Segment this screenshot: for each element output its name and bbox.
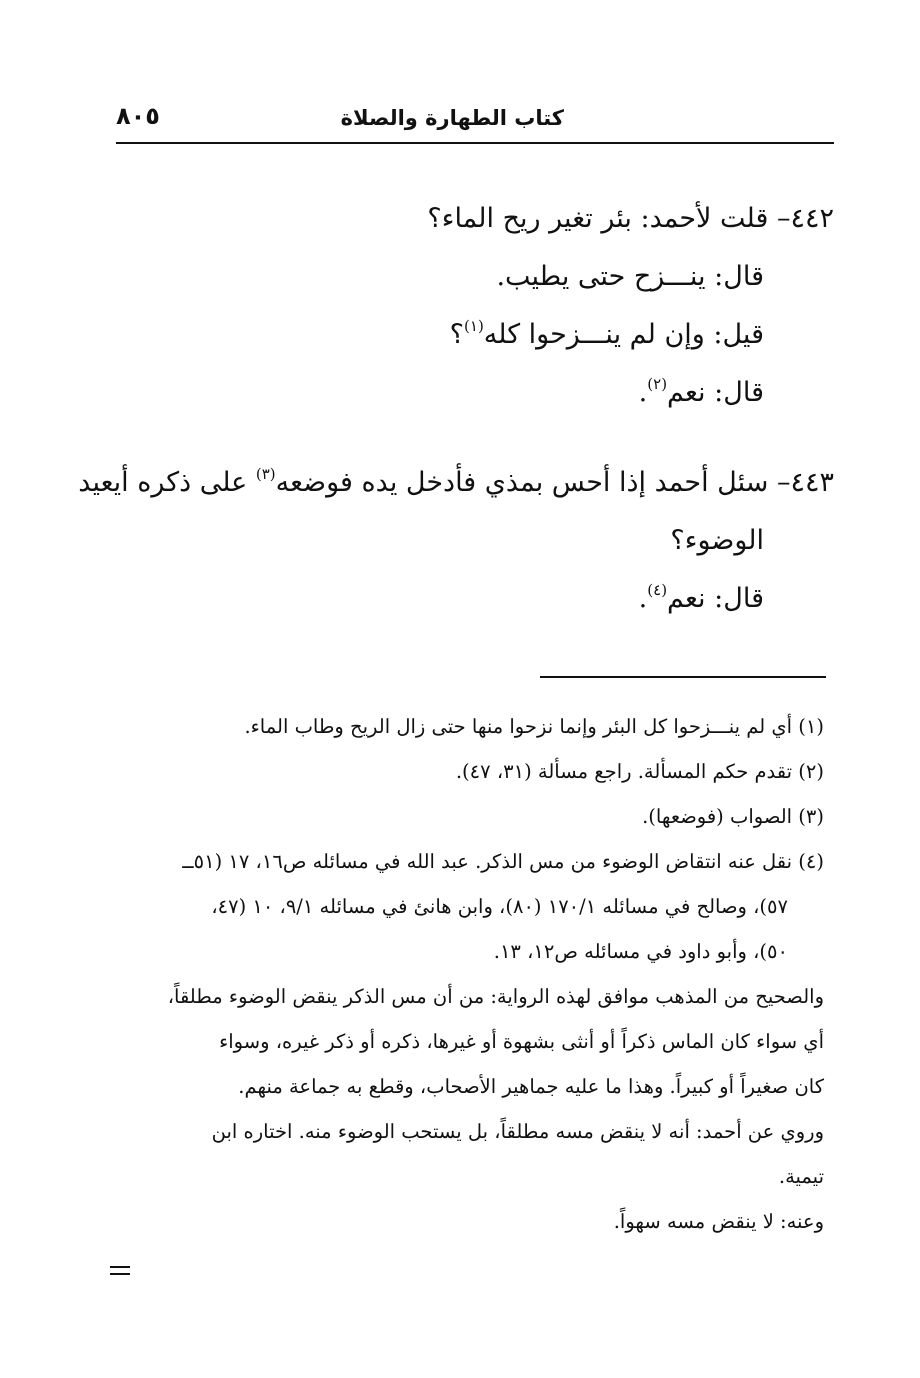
issue-text: قال: ينـــزح حتى يطيب. [496,261,764,292]
issue-number: ٤٤٢ [790,203,834,234]
book-title: كتاب الطهارة والصلاة [340,106,564,130]
page-header [116,100,834,144]
continuation-mark [108,1266,130,1275]
footnote-paragraph-line: والصحيح من المذهب موافق لهذه الرواية: من أن مس الذكر ينقض الوضوء مطلقاً، [167,985,824,1008]
issue-text: قيل: وإن لم ينـــزحوا كله [483,319,764,350]
footnote-paragraph-line: كان صغيراً أو كبيراً. وهذا ما عليه جماهير الأصحاب، وقطع به جماعة منهم. [238,1075,824,1098]
issue-text: الوضوء؟ [670,525,764,556]
footnote-ref[interactable]: (١) [464,317,484,335]
issue-text: قال: نعم [667,583,764,614]
footnote-ref[interactable]: (٢) [647,375,668,393]
issue-line [100,570,834,628]
page-number: ٨٠٥ [116,102,160,130]
footnote-4-continued: ٥٧)، وصالح في مسائله ١٧٠/١ (٨٠)، وابن هانئ في مسائله ٩/١، ١٠ (٤٧، [211,895,788,918]
footnote-ref[interactable]: (٣) [255,465,276,483]
issue-line [100,364,834,422]
footnote-4: (٤) نقل عنه انتقاض الوضوء من مس الذكر. عبد الله في مسائله ص١٦، ١٧ (٥١ــ [182,850,824,873]
double-line-icon [110,1266,130,1275]
footnote-3: (٣) الصواب (فوضعها). [642,805,824,828]
issue-line: ٤٤٢– قلت لأحمد: بئر تغير ريح الماء؟ [427,203,834,234]
issue-443 [78,454,834,628]
footnote-separator [540,676,826,678]
issue-text-after: ؟ [449,319,465,350]
footnote-4-continued: ٥٠)، وأبو داود في مسائله ص١٢، ١٣. [493,940,788,963]
footnote-paragraph-line: أي سواء كان الماس ذكراً أو أنثى بشهوة أو غيرها، ذكره أو ذكر غيره، وسواء [219,1030,824,1053]
issue-text: سئل أحمد إذا أحس بمذي فأدخل يده فوضعه [275,467,769,498]
issue-number: ٤٤٣ [790,467,834,498]
footnote-1: (١) أي لم ينـــزحوا كل البئر وإنما نزحوا منها حتى زال الريح وطاب الماء. [244,715,824,738]
issue-text-after: على ذكره أيعيد [78,467,256,498]
footnotes [108,704,824,1244]
main-text [78,190,834,628]
footnote-ref[interactable]: (٤) [647,581,668,599]
issue-line: ٤٤٣– سئل أحمد إذا أحس بمذي فأدخل يده فوضعه$^{(٣)}$ على ذكره أيعيد [78,465,834,498]
issue-line [100,248,834,306]
footnote-paragraph-line: وعنه: لا ينقض مسه سهواً. [613,1210,824,1233]
issue-line [100,306,834,364]
footnote-paragraph-line: وروي عن أحمد: أنه لا ينقض مسه مطلقاً، بل يستحب الوضوء منه. اختاره ابن [211,1120,824,1143]
issue-text-after: . [638,377,648,408]
issue-text: قال: نعم [667,377,764,408]
issue-442 [100,190,834,422]
issue-text: قلت لأحمد: بئر تغير ريح الماء؟ [427,203,769,234]
issue-text-after: . [638,583,648,614]
issue-line [100,512,834,570]
footnote-paragraph-line: تيمية. [778,1165,824,1188]
footnote-2: (٢) تقدم حكم المسألة. راجع مسألة (٣١، ٤٧). [455,760,824,783]
